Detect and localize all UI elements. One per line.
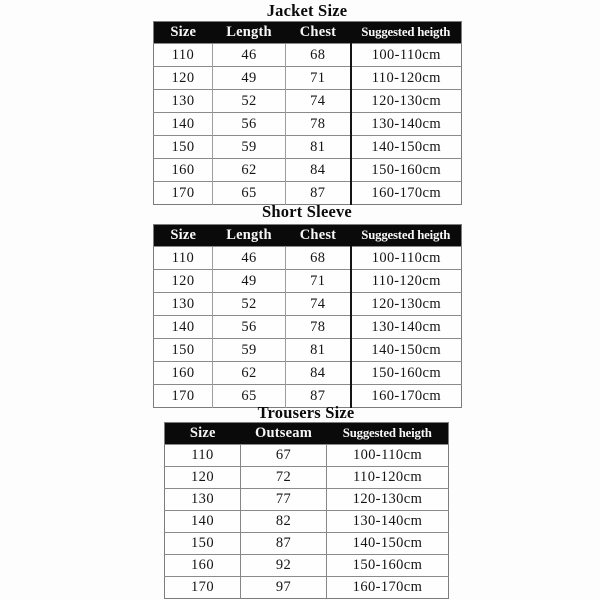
column-header-length: Length	[213, 22, 286, 44]
table-cell: 74	[286, 90, 351, 113]
table-cell: 140-150cm	[351, 339, 462, 362]
trousers-size-table	[164, 422, 449, 599]
table-cell: 120	[154, 270, 213, 293]
table-cell: 140-150cm	[351, 136, 462, 159]
table-cell: 110	[154, 44, 213, 67]
table-cell: 130-140cm	[327, 511, 449, 533]
table-cell: 52	[213, 293, 286, 316]
table-row	[165, 577, 449, 599]
jacket-size-header-row	[154, 22, 462, 44]
table-cell: 130	[165, 489, 241, 511]
table-cell: 49	[213, 67, 286, 90]
table-cell: 170	[165, 577, 241, 599]
table-cell: 150-160cm	[351, 362, 462, 385]
table-cell: 150-160cm	[327, 555, 449, 577]
table-row	[154, 293, 462, 316]
table-cell: 46	[213, 44, 286, 67]
table-cell: 130	[154, 90, 213, 113]
table-cell: 120	[165, 467, 241, 489]
table-row	[154, 136, 462, 159]
table-cell: 74	[286, 293, 351, 316]
column-header-suggested-heigth: Suggested heigth	[351, 225, 462, 247]
table-cell: 81	[286, 339, 351, 362]
table-cell: 97	[241, 577, 327, 599]
table-cell: 110-120cm	[327, 467, 449, 489]
table-cell: 62	[213, 362, 286, 385]
short-sleeve-table	[153, 224, 462, 408]
column-header-outseam: Outseam	[241, 423, 327, 445]
table-cell: 77	[241, 489, 327, 511]
table-cell: 87	[286, 182, 351, 205]
table-row	[165, 555, 449, 577]
table-cell: 59	[213, 136, 286, 159]
table-cell: 82	[241, 511, 327, 533]
table-cell: 67	[241, 445, 327, 467]
column-header-chest: Chest	[286, 225, 351, 247]
table-row	[165, 511, 449, 533]
table-row	[154, 339, 462, 362]
table-cell: 120	[154, 67, 213, 90]
table-row	[154, 270, 462, 293]
table-cell: 72	[241, 467, 327, 489]
table-cell: 87	[241, 533, 327, 555]
table-cell: 84	[286, 362, 351, 385]
table-row	[154, 247, 462, 270]
table-cell: 160-170cm	[351, 182, 462, 205]
table-row	[154, 44, 462, 67]
table-cell: 71	[286, 67, 351, 90]
short-sleeve-title: Short Sleeve	[262, 202, 352, 221]
table-cell: 160	[154, 159, 213, 182]
table-cell: 170	[154, 182, 213, 205]
table-cell: 160	[165, 555, 241, 577]
table-cell: 110-120cm	[351, 67, 462, 90]
column-header-size: Size	[165, 423, 241, 445]
jacket-size-title: Jacket Size	[266, 1, 348, 20]
table-cell: 71	[286, 270, 351, 293]
table-cell: 140	[154, 316, 213, 339]
table-cell: 110	[154, 247, 213, 270]
short-sleeve-header-row	[154, 225, 462, 247]
table-cell: 84	[286, 159, 351, 182]
trousers-size-title: Trousers Size	[257, 403, 355, 422]
table-cell: 120-130cm	[351, 90, 462, 113]
table-cell: 110	[165, 445, 241, 467]
table-row	[165, 467, 449, 489]
table-cell: 100-110cm	[327, 445, 449, 467]
table-cell: 65	[213, 182, 286, 205]
table-row	[165, 533, 449, 555]
column-header-chest: Chest	[286, 22, 351, 44]
table-cell: 170	[154, 385, 213, 408]
jacket-size-table	[153, 21, 462, 205]
trousers-size-header-row	[165, 423, 449, 445]
table-cell: 78	[286, 316, 351, 339]
table-cell: 59	[213, 339, 286, 362]
table-cell: 150	[154, 339, 213, 362]
table-cell: 160	[154, 362, 213, 385]
table-cell: 78	[286, 113, 351, 136]
column-header-suggested-heigth: Suggested heigth	[351, 22, 462, 44]
table-cell: 49	[213, 270, 286, 293]
table-cell: 56	[213, 113, 286, 136]
table-cell: 65	[213, 385, 286, 408]
table-cell: 87	[286, 385, 351, 408]
table-cell: 160-170cm	[327, 577, 449, 599]
table-row	[154, 113, 462, 136]
table-row	[154, 362, 462, 385]
table-cell: 130	[154, 293, 213, 316]
column-header-size: Size	[154, 225, 213, 247]
table-cell: 81	[286, 136, 351, 159]
table-cell: 120-130cm	[327, 489, 449, 511]
table-cell: 140-150cm	[327, 533, 449, 555]
table-cell: 130-140cm	[351, 316, 462, 339]
table-row	[154, 90, 462, 113]
table-cell: 140	[154, 113, 213, 136]
table-row	[154, 316, 462, 339]
table-row	[165, 445, 449, 467]
table-cell: 120-130cm	[351, 293, 462, 316]
column-header-length: Length	[213, 225, 286, 247]
table-cell: 62	[213, 159, 286, 182]
column-header-size: Size	[154, 22, 213, 44]
table-cell: 46	[213, 247, 286, 270]
table-cell: 56	[213, 316, 286, 339]
table-cell: 100-110cm	[351, 247, 462, 270]
column-header-suggested-heigth: Suggested heigth	[327, 423, 449, 445]
table-cell: 92	[241, 555, 327, 577]
table-cell: 100-110cm	[351, 44, 462, 67]
table-cell: 68	[286, 247, 351, 270]
table-row	[154, 159, 462, 182]
table-cell: 68	[286, 44, 351, 67]
table-cell: 130-140cm	[351, 113, 462, 136]
table-cell: 110-120cm	[351, 270, 462, 293]
table-cell: 140	[165, 511, 241, 533]
table-cell: 150	[165, 533, 241, 555]
table-cell: 52	[213, 90, 286, 113]
table-row	[154, 67, 462, 90]
table-cell: 150-160cm	[351, 159, 462, 182]
table-row	[165, 489, 449, 511]
table-cell: 150	[154, 136, 213, 159]
table-cell: 160-170cm	[351, 385, 462, 408]
